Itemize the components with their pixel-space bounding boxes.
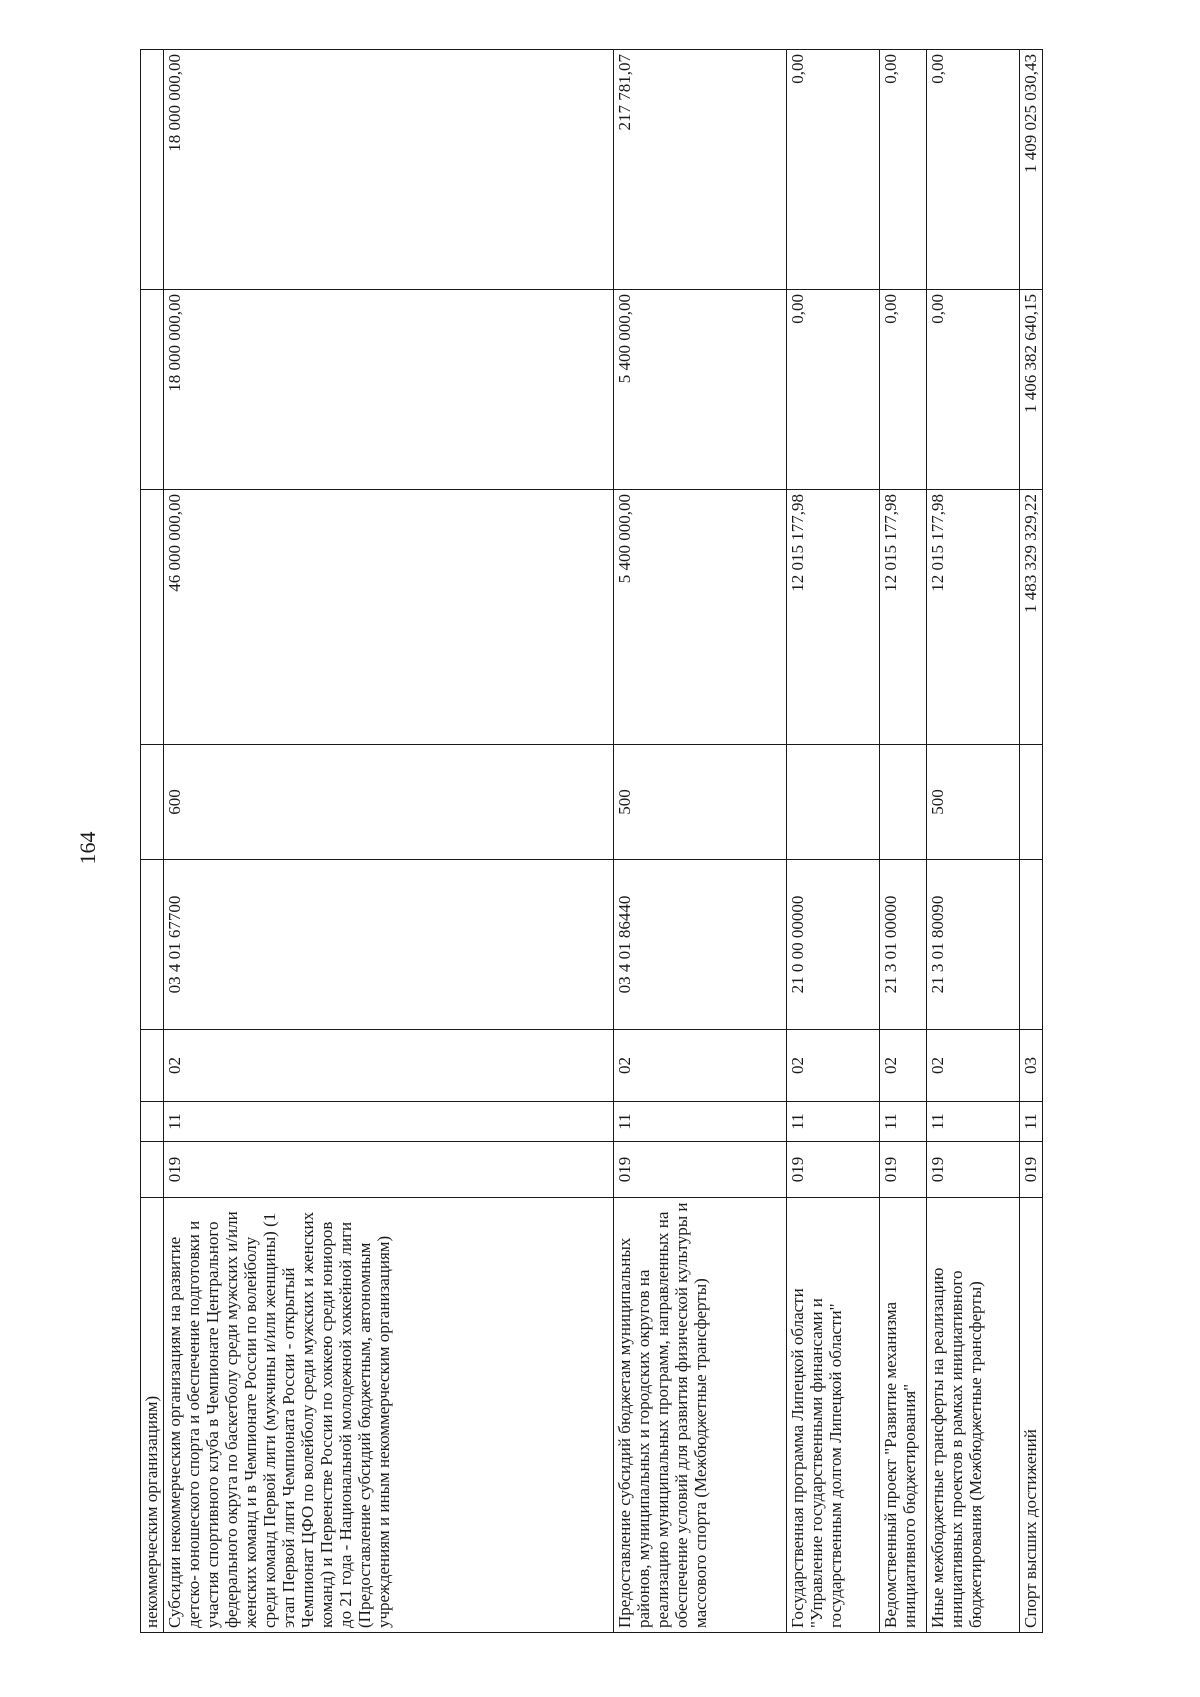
row-sum-2026 [141, 50, 164, 290]
row-section: 11 [927, 1102, 1020, 1142]
row-expense-type: 500 [614, 745, 787, 860]
row-ministry: 019 [614, 1142, 787, 1198]
row-subsection: 02 [614, 1030, 787, 1102]
table-row [614, 50, 787, 1633]
budget-table-rotated [140, 50, 1095, 1633]
row-subsection: 02 [880, 1030, 927, 1102]
table-row [927, 50, 1020, 1633]
table-row [880, 50, 927, 1633]
row-sum-2024 [141, 490, 164, 745]
row-ministry: 019 [1020, 1142, 1043, 1198]
row-name: Ведомственный проект "Развитие механизма инициативного бюджетирования" [880, 1198, 927, 1633]
row-sum-2024: 5 400 000,00 [614, 490, 787, 745]
table-row [164, 50, 614, 1633]
row-sum-2024: 12 015 177,98 [880, 490, 927, 745]
row-name: некоммерческим организациям) [141, 1198, 164, 1633]
row-sum-2026: 217 781,07 [614, 50, 787, 290]
row-section: 11 [614, 1102, 787, 1142]
row-sum-2024: 1 483 329 329,22 [1020, 490, 1043, 745]
row-name: Спорт высших достижений [1020, 1198, 1043, 1633]
row-name: Государственная программа Липецкой области "Управление государственными финансами и государственным долгом Липецкой области" [787, 1198, 880, 1633]
row-sum-2026: 0,00 [927, 50, 1020, 290]
row-ministry: 019 [927, 1142, 1020, 1198]
table-row [787, 50, 880, 1633]
row-sum-2025: 5 400 000,00 [614, 290, 787, 490]
row-expense-type [1020, 745, 1043, 860]
row-target [141, 860, 164, 1030]
row-sum-2025: 0,00 [787, 290, 880, 490]
row-sum-2025 [141, 290, 164, 490]
row-section: 11 [1020, 1102, 1043, 1142]
page-number: 164 [75, 831, 100, 865]
row-target: 21 0 00 00000 [787, 860, 880, 1030]
table-row [141, 50, 164, 1633]
row-target: 21 3 01 80090 [927, 860, 1020, 1030]
row-expense-type [880, 745, 927, 860]
row-sum-2025: 0,00 [927, 290, 1020, 490]
row-section: 11 [787, 1102, 880, 1142]
row-ministry: 019 [787, 1142, 880, 1198]
row-name: Иные межбюджетные трансферты на реализацию инициативных проектов в рамках инициативного бюджетирования (Межбюджетные трансферты) [927, 1198, 1020, 1633]
row-sum-2026: 0,00 [787, 50, 880, 290]
row-sum-2025: 1 406 382 640,15 [1020, 290, 1043, 490]
row-sum-2025: 0,00 [880, 290, 927, 490]
row-section [141, 1102, 164, 1142]
row-expense-type [141, 745, 164, 860]
row-target: 21 3 01 00000 [880, 860, 927, 1030]
row-section: 11 [164, 1102, 614, 1142]
row-target: 03 4 01 67700 [164, 860, 614, 1030]
row-section: 11 [880, 1102, 927, 1142]
row-name: Субсидии некоммерческим организациям на развитие детско- юношеского спорта и обеспечение подготовки и участия спортивного клуба в Чемпионате Центрального федерального округа по баскетболу среди мужских и/или женских команд и в Чемпионате России по волейболу среди команд Первой лиги (мужчины и/или женщины) (1 этап Первой лиги Чемпионата России - открытый Чемпионат ЦФО по волейболу среди мужских и женских команд) и Первенстве России по хоккею среди юниоров до 21 года - Национальной молодежной хоккейной лиги (Предоставление субсидий бюджетным, автономным учреждениям и иным некоммерческим организациям) [164, 1198, 614, 1633]
row-sum-2024: 12 015 177,98 [787, 490, 880, 745]
row-sum-2026: 0,00 [880, 50, 927, 290]
row-subsection: 02 [927, 1030, 1020, 1102]
row-expense-type [787, 745, 880, 860]
row-name: Предоставление субсидий бюджетам муниципальных районов, муниципальных и городских округов на реализацию муниципальных программ, направленных на обеспечение условий для развития физической культуры и массового спорта (Межбюджетные трансферты) [614, 1198, 787, 1633]
row-ministry [141, 1142, 164, 1198]
row-sum-2024: 46 000 000,00 [164, 490, 614, 745]
row-sum-2025: 18 000 000,00 [164, 290, 614, 490]
table-row [1020, 50, 1043, 1633]
row-sum-2024: 12 015 177,98 [927, 490, 1020, 745]
row-sum-2026: 18 000 000,00 [164, 50, 614, 290]
row-ministry: 019 [880, 1142, 927, 1198]
row-ministry: 019 [164, 1142, 614, 1198]
row-sum-2026: 1 409 025 030,43 [1020, 50, 1043, 290]
row-target [1020, 860, 1043, 1030]
row-subsection [141, 1030, 164, 1102]
row-expense-type: 500 [927, 745, 1020, 860]
row-expense-type: 600 [164, 745, 614, 860]
row-target: 03 4 01 86440 [614, 860, 787, 1030]
budget-table [140, 49, 1043, 1633]
row-subsection: 02 [787, 1030, 880, 1102]
row-subsection: 03 [1020, 1030, 1043, 1102]
row-subsection: 02 [164, 1030, 614, 1102]
